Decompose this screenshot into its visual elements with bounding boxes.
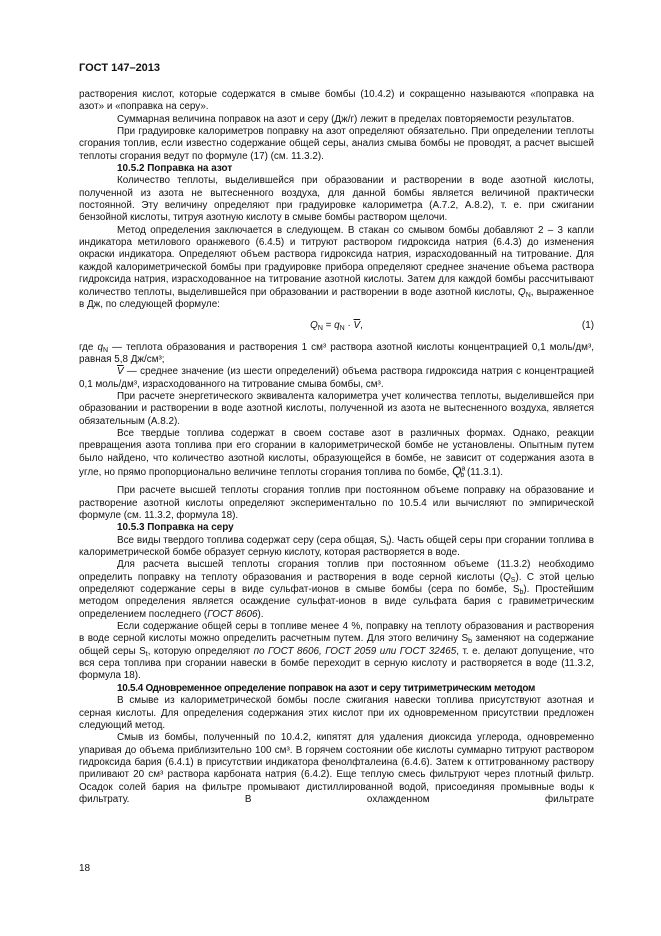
legend-entry — [79, 342, 594, 367]
page-number: 18 — [79, 863, 91, 874]
paragraph: При градуировке калориметров поправку на азот определяют обязательно. При определении теплоты сгорания топлив, если известно содержание общей серы, анализ смыва бомбы не проводят, а расчет высшей теплоты сгорания ведут по формуле (17) (см. 11.3.2). — [79, 126, 594, 162]
paragraph: Количество теплоты, выделившейся при образовании и растворении в воде азотной кислоты, полученной из азота не вытесненного воздуха, для данной бомбы является величиной практически постоянной. Эту величину определяют при градуировке калориметра (А.7.2, А.8.2), т. е. при сжигании бензойной кислоты, титруя азотную кислоту в смыве бомбы раствором щелочи. — [79, 175, 594, 224]
formula-1 — [79, 320, 594, 332]
text: , выраженное в Дж, по следующей формуле: — [79, 286, 594, 310]
paragraph — [79, 225, 594, 311]
symbol: Q — [452, 463, 462, 478]
subscript: t — [145, 650, 148, 658]
document-body — [79, 89, 594, 806]
text: Если содержание общей серы в топливе менее 4 %, поправку на теплоту образования и растворения в воде серной кислоты можно определить расчетным путем. Для этого величину S — [79, 621, 594, 645]
subscript: N — [317, 325, 323, 333]
text: — среднее значение (из шести определений) объема раствора гидроксида натрия с концентрацией 0,1 моль/дм³, израсходованного на титрование смыва бомбы, см³. — [79, 366, 594, 390]
document-header: ГОСТ 147–2013 — [79, 62, 161, 74]
subscript: N — [103, 346, 109, 354]
text: ). — [257, 608, 264, 620]
paragraph — [79, 428, 594, 479]
symbol: Q — [310, 320, 318, 332]
paragraph: Смыв из бомбы, полученный по 10.4.2, кипятят для удаления диоксида углерода, одновременно упаривая до объема приблизительно 100 см³. В горячем состоянии обе кислоты суммарно титруют раствором гидроксида бария (6.4.1) в присутствии индикатора фенолфталеина (6.4.6). Затем к оттитрованному раствору приливают 20 см³ раствора карбоната натрия (6.4.2). Еще теплую смесь фильтруют через плотный фильтр. Осадок солей бария на фильтре промывают дистиллированной водой, присоединяя промывные воды к фильтрату. В охлажденном фильтрате — [79, 732, 594, 805]
text: ). С этой целью определяют содержание серы в виде сульфат-ионов в смыве бомбы (сера по бомбе, S — [79, 571, 594, 596]
section-heading-10-5-3: 10.5.3 Поправка на серу — [117, 522, 234, 534]
text: (11.3.1). — [464, 466, 504, 478]
paragraph: растворения кислот, которые содержатся в смыве бомбы (10.4.2) и сокращенно называются «поправка на азот» и «поправка на серу». — [79, 89, 594, 113]
symbol: Q — [518, 286, 526, 298]
subscript: b — [519, 589, 524, 597]
symbol: q — [334, 320, 340, 332]
subscript: S — [510, 576, 516, 584]
standard-reference: по ГОСТ 8606, ГОСТ 2059 или ГОСТ 32465 — [253, 645, 457, 657]
formula-number: (1) — [581, 320, 594, 332]
subscript: N — [339, 325, 345, 333]
standard-reference: ГОСТ 8606 — [207, 608, 258, 620]
text: Все твердые топлива содержат в своем составе азот в различных формах. Однако, реакции превращения азота топлива при его сгорании в калориметрической бомбе не установлены. Опытным путем было найдено, что количество азотной кислоты, образующейся в бомбе, не зависит от содержания азота в угле, но прямо пропорционально величине теплоты сгорания топлива по бомбе, — [79, 427, 594, 478]
superscript: a — [461, 465, 466, 473]
paragraph: При расчете высшей теплоты сгорания топлив при постоянном объеме поправку на образование и растворение азотной кислоты определяют экспериментально по 10.5.4 или вычисляют по эмпирической формуле (см. 11.3.2, формула 18). — [79, 485, 594, 521]
text: Все виды твердого топлива содержат серу (сера общая, S — [117, 534, 387, 546]
text: Метод определения заключается в следующем. В стакан со смывом бомбы добавляют 2 – 3 капли индикатора метилового оранжевого (6.4.5) и титруют раствором гидроксида натрия (6.4.3) до изменения окраски индикатора. Определяют объем раствора гидроксида натрия, израсходованный на титрование. Для каждой калориметрической бомбы при градуировке прибора определяют среднее значение объема раствора гидроксида натрия, израсходованное на титрование азотной кислоты. Затем для каждой бомбы рассчитывают количество теплоты, выделившейся при образовании и растворении в воде азотной кислоты, — [79, 224, 594, 298]
symbol: $\overline{V}$ — [117, 366, 124, 378]
text: — теплота образования и растворения 1 см³ раствора азотной кислоты концентрацией 0,1 моль/дм³, равная 5,8 Дж/см³; — [79, 341, 594, 365]
paragraph — [79, 559, 594, 621]
symbol: q — [97, 341, 104, 353]
symbol: $\overline{V}$ — [353, 320, 361, 332]
section-heading-10-5-4: 10.5.4 Одновременное определение поправок на азот и серу титриметрическим методом — [117, 682, 536, 694]
text: , которую определяют — [147, 645, 254, 657]
paragraph — [79, 535, 594, 560]
paragraph: При расчете энергетического эквивалента калориметра учет количества теплоты, выделившейся при образовании и растворении в воде азотной кислоты, полученной из азота не вытесненного воздуха, является обязательным (А.8.2). — [79, 390, 594, 427]
equals: = — [322, 320, 335, 332]
text: , т. е. делают допущение, что вся сера топлива при сгорании навески в бомбе переходит в серную кислоту и растворяется в воде (11.3.2, формула 18). — [79, 645, 594, 682]
text: ). Часть общей серы при сгорании топлива в калориметрической бомбе образует серную кислоту, которая растворяется в воде. — [79, 534, 594, 559]
paragraph: В смыве из калориметрической бомбы после сжигания навески топлива присутствуют азотная и серная кислоты. Для определения содержания этих кислот при их одновременном присутствии предложен следующий метод. — [79, 695, 594, 731]
text: где — [79, 341, 98, 353]
text: заменяют на содержание общей серы S — [79, 633, 594, 657]
subscript: b — [460, 471, 465, 479]
paragraph: Суммарная величина поправок на азот и серу (Дж/г) лежит в пределах повторяемости результатов. — [117, 113, 575, 125]
symbol: Q — [503, 571, 511, 583]
text: Для расчета высшей теплоты сгорания топлив при постоянном объеме (11.3.2) необходимо определить поправку на теплоту образования и растворения в воде серной кислоты ( — [79, 559, 594, 583]
legend-entry — [79, 366, 594, 391]
text: ). Простейшим методом определения является осаждение сульфат-ионов в виде сульфата бария с гравиметрическим определением последнего ( — [79, 584, 594, 620]
subscript: t — [386, 539, 389, 547]
paragraph — [79, 621, 594, 683]
subscript: b — [468, 638, 473, 646]
punctuation: , — [360, 320, 363, 332]
operator: · — [344, 320, 354, 332]
section-heading-10-5-2: 10.5.2 Поправка на азот — [117, 163, 233, 175]
subscript: N — [525, 291, 531, 299]
